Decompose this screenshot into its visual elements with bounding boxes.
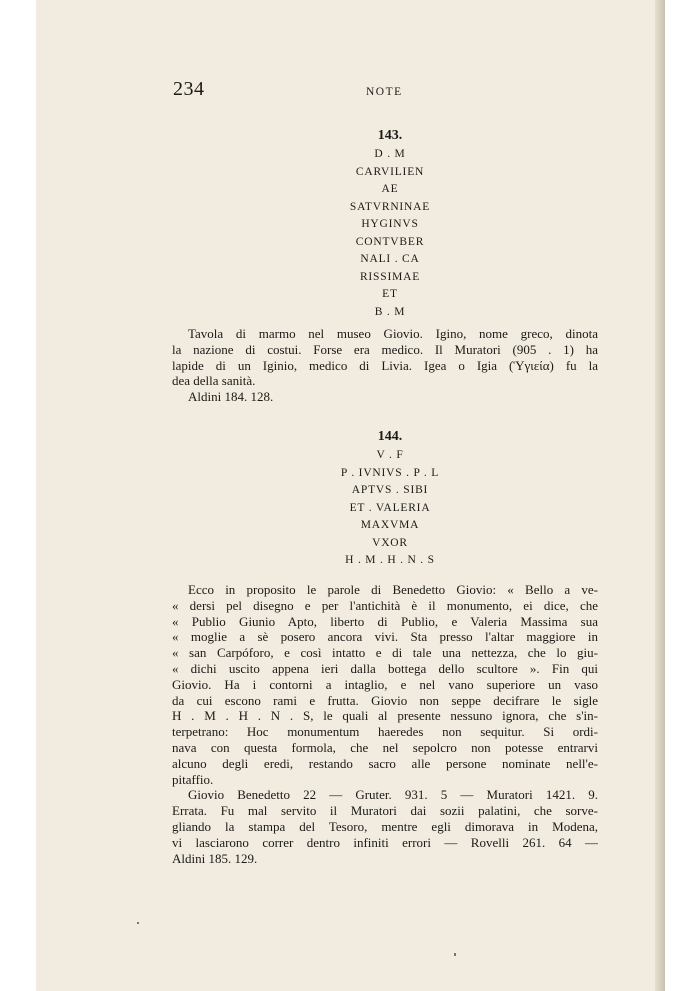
- note-144-paragraph: [172, 582, 598, 866]
- text-line: H . M . H . N . S, le quali al presente nessuno ignora, che s'in-: [172, 708, 598, 724]
- inscription-line: V . F: [376, 449, 404, 461]
- inscription-line: APTVS . SIBI: [351, 484, 429, 496]
- text-line: Giovio Benedetto 22 — Gruter. 931. 5 — Muratori 1421. 9.: [188, 787, 598, 803]
- inscription-line: ET: [382, 288, 398, 300]
- paper-speck: [137, 922, 139, 924]
- inscription-number: 144.: [377, 429, 403, 444]
- inscription-line: NALI . CA: [360, 253, 420, 265]
- text-line: « dichi uscito appena ieri dalla bottega dello scultore ». Fin qui: [172, 660, 598, 676]
- text-line: Errata. Fu mal servito il Muratori dai sozii palatini, che sorve-: [172, 803, 598, 819]
- inscription-number: 143.: [377, 128, 403, 143]
- text-line: Aldini 184. 128.: [188, 389, 274, 405]
- text-line: da cui escono rami e frutta. Giovio non seppe decifrare le sigle: [172, 692, 598, 708]
- inscription-line: H . M . H . N . S: [345, 554, 435, 566]
- page-edge: [655, 0, 665, 991]
- text-line: « Publio Giunio Apto, liberto di Publio, e Valeria Massima sua: [172, 613, 598, 629]
- note-143-paragraph: [172, 326, 598, 405]
- text-line: Ecco in proposito le parole di Benedetto Giovio: « Bello a ve-: [188, 582, 598, 597]
- inscription-line: CONTVBER: [355, 235, 425, 248]
- text-line: alcuno degli eredi, restando sacro alle persone nominate nell'e-: [172, 755, 598, 771]
- inscription-144: [185, 426, 595, 570]
- inscription-line: MAXVMA: [360, 519, 420, 531]
- text-line: dea della sanità.: [172, 373, 256, 389]
- inscription-line: CARVILIEN: [355, 165, 425, 178]
- inscription-line: ET . VALERIA: [349, 501, 431, 514]
- paper-speck: [454, 953, 456, 956]
- inscription-line: B . M: [374, 305, 406, 318]
- text-line: nava con questa formola, che nel sepolcro non potesse entrarvi: [172, 739, 598, 755]
- text-line: pitaffio.: [172, 771, 214, 787]
- inscription-line: HYGINVS: [361, 218, 419, 230]
- inscription-line: AE: [381, 183, 399, 195]
- inscription-line: D . M: [374, 148, 406, 160]
- text-line: « san Carpóforo, e così intatto e di tale una nettezza, che lo giu-: [172, 645, 598, 661]
- text-line: « dersi pel disegno e per l'antichità è il monumento, ei dice, che: [172, 597, 598, 613]
- text-line: vi lasciarono correr dentro infiniti errori — Rovelli 261. 64 —: [172, 834, 598, 850]
- text-line: Tavola di marmo nel museo Giovio. Igino, nome greco, dinota: [188, 326, 598, 341]
- inscription-line: P . IVNIVS . P . L: [340, 466, 440, 479]
- page-number: 234: [173, 78, 205, 100]
- text-line: Aldini 185. 129.: [172, 850, 258, 866]
- text-line: la nazione di costui. Forse era medico. Il Muratori (905 . 1) ha: [172, 341, 598, 357]
- text-line: « moglie a sè posero ancora vivi. Sta presso l'altar maggiore in: [172, 629, 598, 645]
- text-line: gliando la stampa del Tesoro, mentre egli dimorava in Modena,: [172, 818, 598, 834]
- inscription-line: RISSIMAE: [359, 270, 421, 283]
- text-line: terpetrano: Hoc monumentum haeredes non sequitur. Si ordi-: [172, 724, 598, 740]
- inscription-line: SATVRNINAE: [349, 200, 431, 213]
- inscription-143: [185, 125, 595, 321]
- inscription-line: VXOR: [372, 536, 408, 549]
- text-line: Giovio. Ha i contorni a intaglio, e nel vano superiore un vaso: [172, 676, 598, 692]
- running-title: NOTE: [366, 86, 403, 98]
- text-line: lapide di un Iginio, medico di Livia. Igea o Igia (Ὑγιεία) fu la: [172, 357, 598, 373]
